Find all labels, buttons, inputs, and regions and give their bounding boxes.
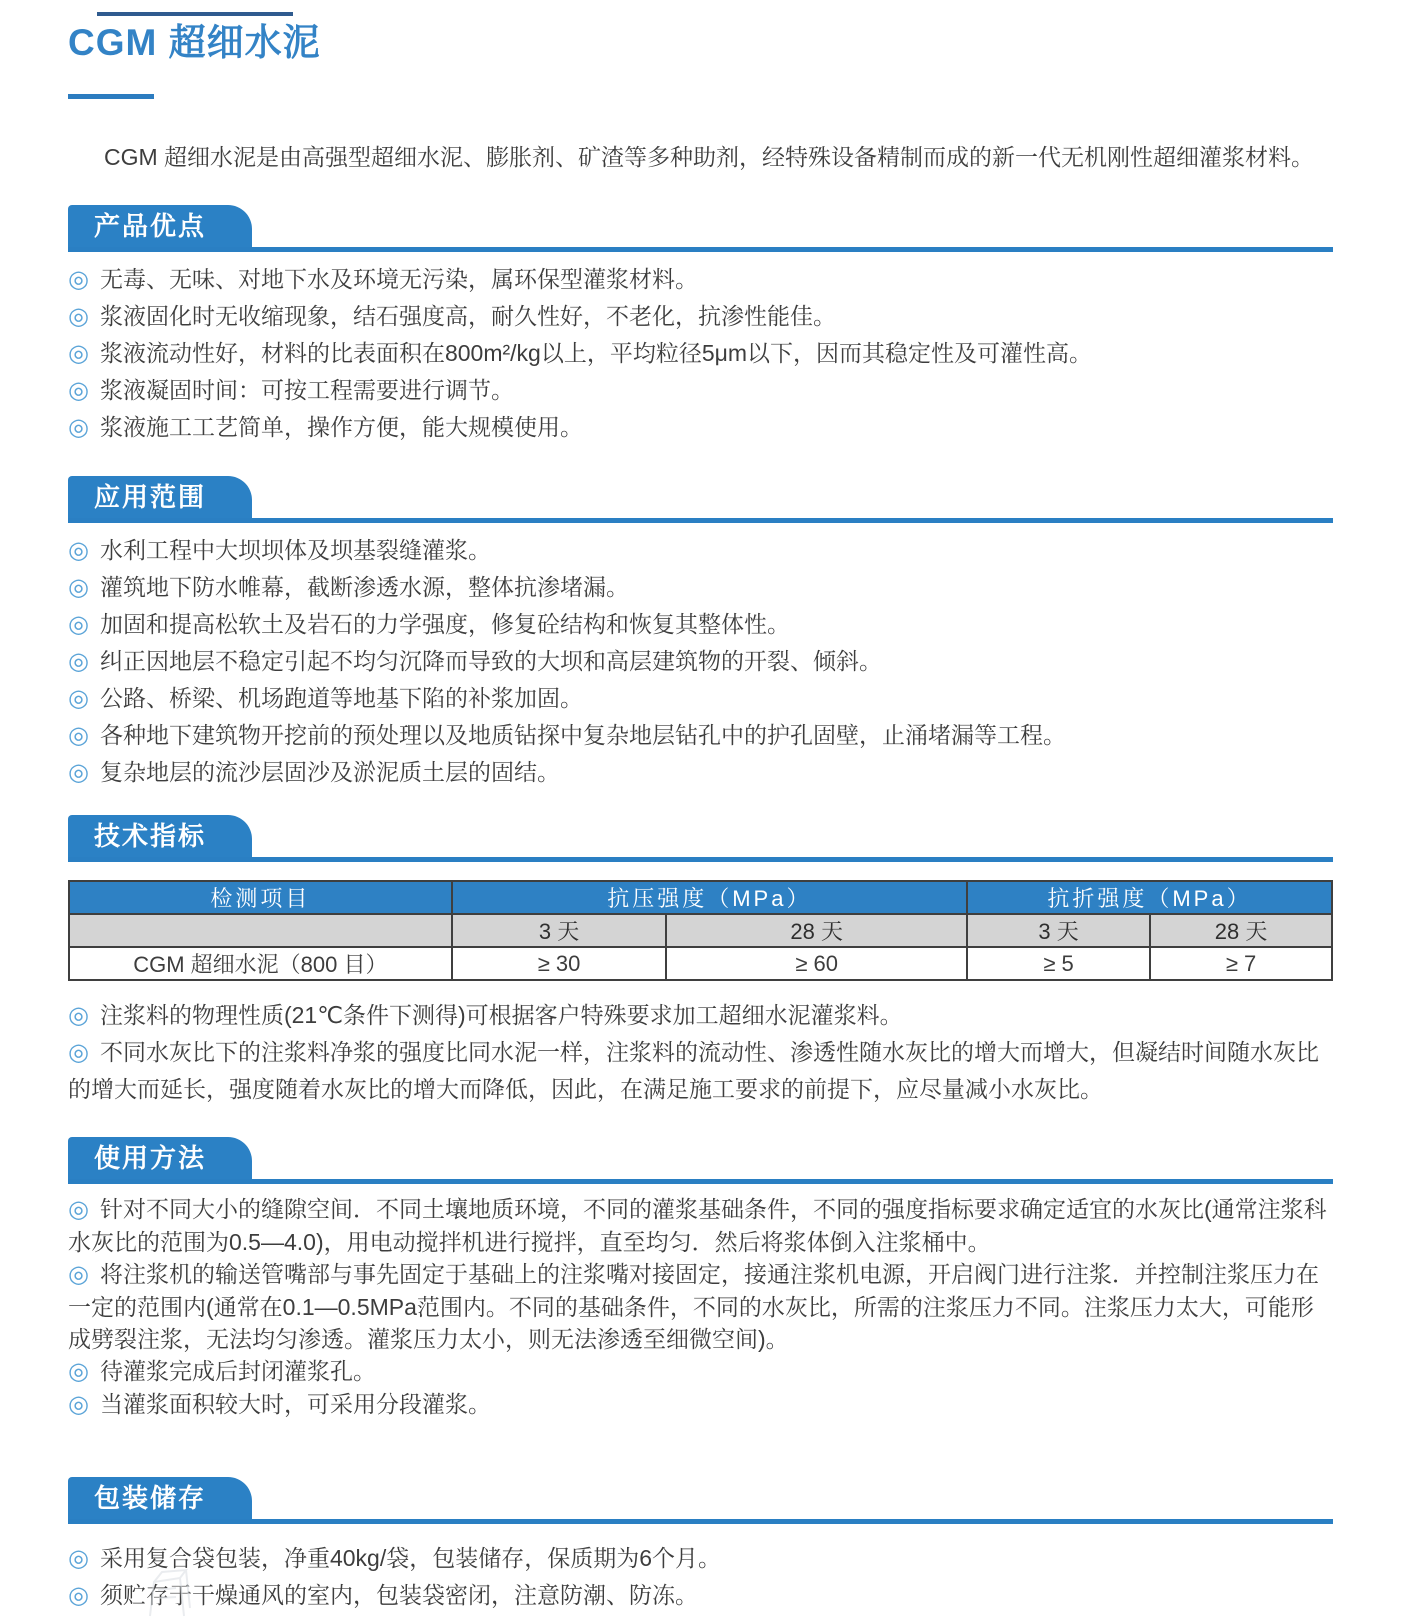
bullet-icon: ◎ <box>68 1039 89 1066</box>
advantages-list <box>68 261 1333 446</box>
section-header-applications <box>68 476 1333 523</box>
section-header-usage <box>68 1137 1333 1184</box>
list-item-text: 无毒、无味、对地下水及环境无污染，属环保型灌浆材料。 <box>99 266 698 292</box>
table-header-test-item: 检测项目 <box>69 881 452 914</box>
bullet-icon: ◎ <box>68 303 89 330</box>
list-item <box>68 606 1333 643</box>
title-underline <box>68 94 154 99</box>
table-header-flexural: 抗折强度（MPa） <box>967 881 1332 914</box>
list-item <box>68 754 1333 791</box>
list-item-text: 不同水灰比下的注浆料净浆的强度比同水泥一样，注浆料的流动性、渗透性随水灰比的增大而增大，但凝结时间随水灰比的增大而延长，强度随着水灰比的增大而降低，因此，在满足施工要求的前提下，应尽量减小水灰比。 <box>68 1039 1319 1102</box>
spec-table-subheader-row <box>69 914 1332 947</box>
list-item-text: 浆液流动性好，材料的比表面积在800m²/kg以上，平均粒径5μm以下，因而其稳定性及可灌性高。 <box>99 340 1093 366</box>
section-header-storage <box>68 1477 1333 1524</box>
list-item-text: 复杂地层的流沙层固沙及淤泥质土层的固结。 <box>99 759 560 785</box>
list-item <box>68 1355 1333 1388</box>
list-item <box>68 1388 1333 1421</box>
spec-table-header-row <box>69 881 1332 914</box>
list-item <box>68 1258 1333 1355</box>
section-tab-applications: 应用范围 <box>68 476 252 518</box>
table-subheader: 28 天 <box>666 914 967 947</box>
page-title: CGM 超细水泥 <box>68 22 321 63</box>
bullet-icon: ◎ <box>68 759 89 786</box>
intro-paragraph: CGM 超细水泥是由高强型超细水泥、膨胀剂、矿渣等多种助剂，经特殊设备精制而成的新一代无机刚性超细灌浆材料。 <box>104 144 1315 170</box>
list-item <box>68 298 1333 335</box>
list-item <box>68 643 1333 680</box>
bullet-icon: ◎ <box>68 574 89 601</box>
cement-bag-watermark-image <box>132 1568 212 1618</box>
list-item <box>68 372 1333 409</box>
usage-list <box>68 1193 1333 1421</box>
bullet-icon: ◎ <box>68 1358 89 1385</box>
table-value: ≥ 60 <box>666 947 967 980</box>
section-tab-specs: 技术指标 <box>68 815 252 857</box>
list-item <box>68 717 1333 754</box>
list-item-text: 加固和提高松软土及岩石的力学强度，修复砼结构和恢复其整体性。 <box>99 611 790 637</box>
section-header-advantages <box>68 205 1333 252</box>
spec-table <box>68 880 1333 981</box>
list-item <box>68 532 1333 569</box>
bullet-icon: ◎ <box>68 1545 89 1572</box>
applications-list <box>68 532 1333 791</box>
list-item <box>68 997 1333 1034</box>
table-cell-empty <box>69 914 452 947</box>
bullet-icon: ◎ <box>68 340 89 367</box>
section-tab-usage: 使用方法 <box>68 1137 252 1179</box>
list-item-text: 浆液固化时无收缩现象，结石强度高，耐久性好，不老化，抗渗性能佳。 <box>99 303 836 329</box>
list-item <box>68 261 1333 298</box>
storage-list <box>68 1540 1333 1614</box>
specs-notes <box>68 997 1333 1107</box>
table-header-compressive: 抗压强度（MPa） <box>452 881 967 914</box>
list-item-text: 水利工程中大坝坝体及坝基裂缝灌浆。 <box>99 537 491 563</box>
list-item-text: 将注浆机的输送管嘴部与事先固定于基础上的注浆嘴对接固定，接通注浆机电源，开启阀门进行注浆．并控制注浆压力在一定的范围内(通常在0.1—0.5MPa范围内。不同的基础条件，不同的水灰比，所需的注浆压力不同。注浆压力太大，可能形成劈裂注浆，无法均匀渗透。灌浆压力太小，则无法渗透至细微空间)。 <box>68 1261 1319 1352</box>
bullet-icon: ◎ <box>68 1196 89 1223</box>
bullet-icon: ◎ <box>68 377 89 404</box>
list-item <box>68 1034 1333 1107</box>
bullet-icon: ◎ <box>68 537 89 564</box>
list-item <box>68 335 1333 372</box>
list-item-text: 须贮存于干燥通风的室内，包装袋密闭，注意防潮、防冻。 <box>99 1582 698 1608</box>
product-datasheet <box>0 12 1406 1614</box>
table-subheader: 28 天 <box>1150 914 1332 947</box>
table-value: ≥ 30 <box>452 947 667 980</box>
list-item <box>68 569 1333 606</box>
bullet-icon: ◎ <box>68 611 89 638</box>
list-item-text: 公路、桥梁、机场跑道等地基下陷的补浆加固。 <box>99 685 583 711</box>
list-item <box>68 680 1333 717</box>
bullet-icon: ◎ <box>68 722 89 749</box>
section-tab-advantages: 产品优点 <box>68 205 252 247</box>
bullet-icon: ◎ <box>68 1582 89 1609</box>
spec-table-data-row <box>69 947 1332 980</box>
list-item-text: 当灌浆面积较大时，可采用分段灌浆。 <box>99 1391 491 1417</box>
list-item <box>68 1193 1333 1258</box>
section-tab-storage: 包装储存 <box>68 1477 252 1519</box>
table-value: ≥ 5 <box>967 947 1150 980</box>
bullet-icon: ◎ <box>68 414 89 441</box>
list-item-text: 各种地下建筑物开挖前的预处理以及地质钻探中复杂地层钻孔中的护孔固壁，止涌堵漏等工程。 <box>99 722 1066 748</box>
section-header-specs <box>68 815 1333 862</box>
bullet-icon: ◎ <box>68 648 89 675</box>
bullet-icon: ◎ <box>68 266 89 293</box>
list-item-text: 纠正因地层不稳定引起不均匀沉降而导致的大坝和高层建筑物的开裂、倾斜。 <box>99 648 882 674</box>
list-item-text: 采用复合袋包装，净重40kg/袋，包装储存，保质期为6个月。 <box>99 1545 722 1571</box>
table-value: ≥ 7 <box>1150 947 1332 980</box>
list-item-text: 待灌浆完成后封闭灌浆孔。 <box>99 1358 376 1384</box>
list-item-text: 注浆料的物理性质(21℃条件下测得)可根据客户特殊要求加工超细水泥灌浆料。 <box>99 1002 903 1028</box>
list-item-text: 浆液施工工艺简单，操作方便，能大规模使用。 <box>99 414 583 440</box>
bullet-icon: ◎ <box>68 1002 89 1029</box>
list-item-text: 浆液凝固时间：可按工程需要进行调节。 <box>99 377 514 403</box>
list-item <box>68 1577 1333 1614</box>
table-subheader: 3 天 <box>967 914 1150 947</box>
table-subheader: 3 天 <box>452 914 667 947</box>
bullet-icon: ◎ <box>68 1261 89 1288</box>
table-row-label: CGM 超细水泥（800 目） <box>69 947 452 980</box>
list-item-text: 灌筑地下防水帷幕，截断渗透水源，整体抗渗堵漏。 <box>99 574 629 600</box>
bullet-icon: ◎ <box>68 1391 89 1418</box>
list-item-text: 针对不同大小的缝隙空间．不同土壤地质环境，不同的灌浆基础条件，不同的强度指标要求确定适宜的水灰比(通常注浆科水灰比的范围为0.5—4.0)，用电动搅拌机进行搅拌，直至均匀．然后将浆体倒入注浆桶中。 <box>68 1196 1327 1255</box>
list-item <box>68 409 1333 446</box>
bullet-icon: ◎ <box>68 685 89 712</box>
list-item <box>68 1540 1333 1577</box>
